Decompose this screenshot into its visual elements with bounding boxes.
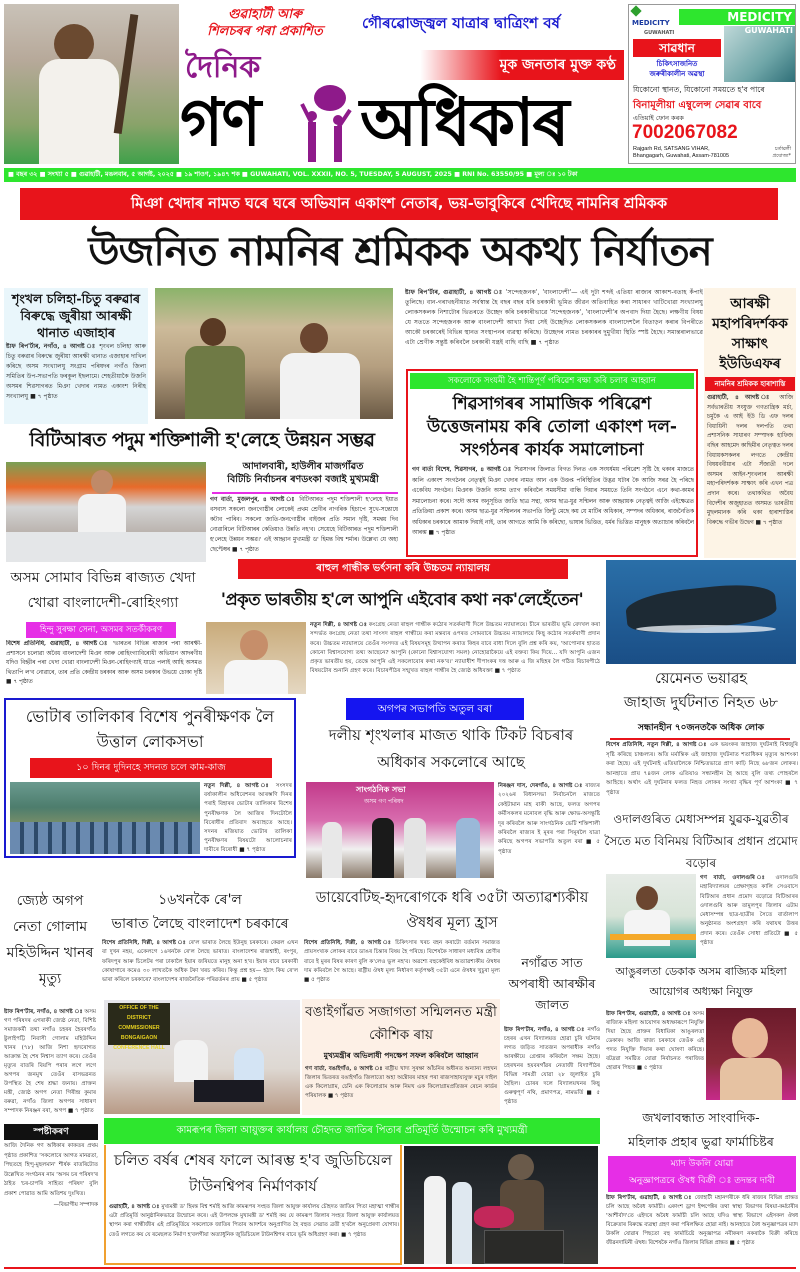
story-angurlata-body: ষ্টাফ ৰিপ'ৰ্টাৰ, গুৱাহাটী, ৪ আগষ্ট ঃ অসম ৰাজ্যিক মহিলা আয়োগৰ অধ্যক্ষাৰূপে নিযুক্তি দিয়া হৈছে প্ৰাক্তন বিধায়িকা আঙুৰলতা ডেকাক। আজি ৰাজ্য চৰকাৰে তেওঁক এই পদত নিযুক্তি দিয়াৰ কথা ঘোষণা কৰিছে। বটদ্ৰৱা সমষ্টিত যোৱা নিৰ্বাচনত পৰাজিত হোৱাৰ পিছত ■ ৫ পৃষ্ঠাত <box>606 1011 704 1071</box>
story-odalguri-headline[interactable]: ওদালগুৰিত মেধাসম্পন্ন যুৱক-যুৱতীৰ সৈতে মত বিনিময় বিটিআৰ প্ৰধান প্ৰমোদ বড়োৰ <box>604 812 798 870</box>
story-rahul-kicker: ৰাহুল গান্ধীক ভৰ্ৎসনা কৰি উচ্চতম ন্যায়ালয় <box>238 559 568 579</box>
warning-label: সাৱধান <box>633 39 721 57</box>
story-rail-headline[interactable]: ১৬খনকৈ ৰে'ল ভাৰাত লৈছে বাংলাদেশ চৰকাৰে <box>111 892 289 932</box>
free-ambulance-text: বিনামূলীয়া এম্বুলেন্স সেৱাৰ বাবে <box>633 100 762 111</box>
story-angurlata-photo <box>706 1008 796 1100</box>
story-agp-photo-banner: সাংগঠনিক সভা <box>356 785 406 794</box>
story-diabetes-body: বিশেষ প্ৰতিনিধি, দিল্লী, ৪ আগষ্ট ঃ চিকিৎসাৰ খৰচ বহন কৰাটো বৰ্তমান সমাজত প্ৰায়সংখ্যক লোকৰ বাবে ডাঙৰ চিন্তাৰ বিষয় হৈ পৰিছে। বিশেষকৈ সাধাৰণ মধ্যবিত্ত শ্ৰেণীৰ বাবে ই মুৰৰ বিষৰ কাৰণ বুলি ক'লেও ভুল নহ'ব। অৱশ্যে বহুকেইবিধ অত্যাৱশ্যকীয় ঔষধৰ দাম কমিবলৈ গৈ আছে। ৰাষ্ট্ৰীয় ঔষধ মূল্য নিৰ্ধাৰণ কৰ্তৃপক্ষই ৩৫টা এনে ঔষধৰ খুচুৰা মূল্য ■ ৫ পৃষ্ঠাত <box>304 940 500 984</box>
edition-note-line1: গুৱাহাটী আৰু <box>228 7 302 22</box>
story-sivasagar-kicker: সকলোকে সংযমী হৈ শান্তিপূৰ্ণ পৰিৱেশ ৰক্ষা কৰি চলাৰ আহ্বান <box>410 373 694 389</box>
story-rahul-headline[interactable]: 'প্ৰকৃত ভাৰতীয় হ'লে আপুনি এইবোৰ কথা নক'লেহেঁতেন' <box>220 590 584 609</box>
story-rohingya-headline[interactable]: অসম সোমাব বিভিন্ন ৰাজ্যত খেদা খোৱা বাংলাদেশী-ৰোহিংগ্যা <box>10 570 196 611</box>
emergency-text: চিকিৎসাজনিত জৰুৰীকালীন অৱস্থা <box>649 60 705 78</box>
anniversary-banner: গৌৰৱোজ্জ্বল যাত্ৰাৰ দ্বাত্ৰিংশ বৰ্ষ <box>362 14 560 32</box>
story-judicial <box>104 1145 402 1265</box>
lead-kicker: মিঞা খেদাৰ নামত ঘৰে ঘৰে অভিযান একাংশ নেতাৰ, ভয়-ভাবুকিৰে খেদিছে নামনিৰ শ্ৰমিকক <box>20 188 778 220</box>
masthead-title-right: অধিকাৰ <box>360 84 568 161</box>
story-judicial-kicker: কামৰূপৰ জিলা আয়ুক্তৰ কাৰ্যালয় চৌহদত জাতিৰ পিতাৰ প্ৰতিমূৰ্তি উন্মোচন কৰি মুখ্যমন্ত্ৰী <box>104 1118 600 1144</box>
story-bongaigaon-headline[interactable]: বঙাইগাঁৱত সজাগতা সন্মিলনত মন্ত্ৰী কৌশিক ৰায় <box>305 1004 497 1043</box>
medicity-logo: MEDICITY GUWAHATI <box>632 7 678 31</box>
story-clarification <box>4 1124 98 1266</box>
story-chitu-headline[interactable]: শৃংখল চলিহা-চিতু বৰুৱাৰ বিৰুদ্ধে জুৰীয়া আৰক্ষী থানাত এজাহাৰ <box>11 291 141 340</box>
story-agp-body: নিৰঞ্জন দাস, দেৰগাঁও, ৪ আগষ্ট ঃ ৰাজ্যৰ ২০২৬ৰ বিধানসভা নিৰ্বাচনলৈ মাজতে কেইটামান মাহ বাকী আছে, ফলত অগপৰ কৰ্মীসকলৰ মনোবল বৃদ্ধি আৰু ক্ষোভ-অসন্তুষ্টি দূৰ কৰিবলৈ আৰু সাংগঠনিক ভেটি শক্তিশালী কৰিবলৈ ৰাজ্যৰ ই মূৰৰ পৰা সিমূৰলৈ যাত্ৰা কৰিছে অগপৰ সভাপতি অতুল বৰা ■ ৫ পৃষ্ঠাত <box>498 783 600 855</box>
story-btr-photo <box>6 462 206 562</box>
story-golam-body: ষ্টাফ ৰিপ'ৰ্টাৰ, নগাঁও, ৪ আগষ্ট ঃ অসম গণ পৰিষদৰ এগৰাকী জ্যেষ্ঠ নেতা, বিশিষ্ট সমাজকৰ্মী তথা নগাঁও চহৰৰ হৈবৰগাঁও ষ্টুলাইপট্টি নিবাসী গোলাম মহিউদ্দিন খানৰ (৭৮) আজি নিশা হৃদৰোগত আক্ৰান্ত হৈ শেষ নিশ্বাস ত্যাগ কৰে। তেওঁৰ মৃত্যুৰ বাতৰি বিয়পি পৰাৰ লগে লগে অগপৰ জনমুখ তেওঁৰ বাসভৱনত উপস্থিত হৈ শেষ শ্ৰদ্ধা জনায়। প্ৰাক্তন মন্ত্ৰী, জ্যেষ্ঠ অগপ নেতা গিৰীন্দ্ৰ কুমাৰ বৰুৱা, নগাঁও জিলা অগপৰ সাধাৰণ সম্পাদক নিৰঞ্জন বৰা, অগপ ■ ৭ পৃষ্ঠাত <box>4 1009 96 1114</box>
lead-headline[interactable]: উজনিত নামনিৰ শ্ৰমিকক অকথ্য নিৰ্যাতন <box>88 229 712 275</box>
story-yemen-subhead: সন্ধানহীন ৭০জনতকৈ অধিক লোক <box>637 723 765 733</box>
edition-note <box>185 6 345 50</box>
edition-note-line2: শিলচৰৰ পৰা প্ৰকাশিত <box>207 24 323 39</box>
story-odalguri-body: গণ বাৰ্তা, ওদালগুৰি ঃ ওদালগুৰি মহাবিদ্যালয়ৰ প্ৰেক্ষাগৃহত কালি সেওবাসে বিটিআৰ প্ৰধান প্ৰমোদ বড়োৱে বিটিআৰৰ ওদালগুৰি আৰু তামুলপুৰ জিলাৰ এটাম মেধাসম্পন্ন ছাত্ৰ-ছাত্ৰীৰ সৈতে বাৰ্তালাপ অনুষ্ঠানত অংশগ্ৰহণ কৰি যথাযথ উত্তৰ প্ৰদান কৰে। তেওঁক সোধা প্ৰতিটো ■ ৫ পৃষ্ঠাত <box>700 875 798 947</box>
story-bongaigaon-photo <box>104 1000 300 1114</box>
story-clarification-signature: —বিভাগীয় সম্পাদক <box>53 1201 98 1208</box>
story-yemen-headline[interactable]: য়েমেনত ভয়াৱহ জাহাজ দুৰ্ঘটনাত নিহত ৬৮ <box>623 671 779 711</box>
story-igp <box>704 288 796 558</box>
story-voter-headline[interactable]: ভোটাৰ তালিকাৰ বিশেষ পুনৰীক্ষণক লৈ উত্তাল লোকসভা <box>25 707 275 751</box>
story-bongaigaon-body: গণ বাৰ্তা, বঙাইগাঁও, ৪ আগষ্ট ঃ ৰাষ্ট্ৰীয় খাদ্য সুৰক্ষা আঁচনিৰ অধীনত অন্যান্য লহখন জিলাৰ ভিতৰত বঙাইগাঁও জিলাতো অহা অক্টোবৰ মাহৰ পৰা ৰাজসাহায্যযুক্ত মচুৰ দাইল এক কিলোগ্ৰাম, চেনি এক কিলোগ্ৰাম আৰু নিমখ এক কিলোগ্ৰামপ্ৰতিজন ৰেচন কাৰ্ডৰ পৰিয়ালক ■ ৭ পৃষ্ঠাত <box>305 1066 497 1099</box>
masthead-title <box>180 80 628 166</box>
story-voter-label: ১০ দিনৰ দুদিনহে সদনত চলে কাম-কাজ <box>30 758 272 778</box>
medicity-logo-icon <box>630 5 641 16</box>
story-odalguri-photo <box>606 874 696 958</box>
story-igp-headline[interactable]: আৰক্ষী মহাপৰিদৰ্শকক সাক্ষাৎ ইউডিএফৰ <box>712 296 788 372</box>
masthead-prefix: দৈনিক <box>185 50 261 85</box>
story-agp-photo-banner2: অসম গণ পৰিষদ <box>364 798 404 805</box>
story-pharmacy-label: ম্যাদ উকলি যোৱা অনুজ্ঞাপত্ৰৰে ঔষধ বিক্ৰী ঃ তদন্তৰ দাবী <box>608 1156 796 1192</box>
story-voter-body: নতুন দিল্লী, ৪ আগষ্ট ঃ সংসদৰ বৰ্ষাকালীন অধিবেশনৰ আৰম্ভণি দিনৰ পৰাই বিহাৰৰ ভোটাৰ তালিকাৰ বিশেষ পুনৰীক্ষণক লৈ আজিৰ দিনটোলৈ বিৰোধীৰ প্ৰতিবাদ অব্যাহতে আছে। সদনৰ মজিয়াত ভোটাৰ তালিকা পুনৰীক্ষণৰ বিষয়টো আলোচনাৰ দাবীৰে বিৰোধী ■ ৭ পৃষ্ঠাত <box>204 783 292 854</box>
story-yemen-body: বিশেষ প্ৰতিনিধি, নতুন দিল্লী, ৪ আগষ্ট ঃ এক ভয়ংকৰ জাহাজ দুৰ্ঘটনাই বিশ্বজুৰি সৃষ্টি কৰিছে চাঞ্চল্যৰ। অতি মৰ্মান্তিক এই জাহাজ দুৰ্ঘটনাত শতাধিকৰ মৃত্যুৰ আশংকা কৰা হৈছে। এই দুৰ্ঘটনাই এতিয়ালৈকে নিশ্চিতভাৱে প্ৰাণ কাঢ়ি নিছে ৬৮জন লোকৰ। আনহাতে প্ৰায় ৭৪জন লোক এতিয়াও সন্ধানহীন হৈ আছে বুলি তথ্য পোহৰলৈ আহিছে। অৰ্থাৎ এই দুৰ্ঘটনাৰ ফলত নিহত লোকৰ সংখ্যা বৃদ্ধিৰ পূৰ্ণ আশংকা ■ ৭ পৃষ্ঠাত <box>606 742 798 796</box>
call-now-text: এতিয়াই ফোন কৰক <box>633 114 684 122</box>
anytime-text: যিকোনো স্থানত, যিকোনো সময়তে হ'ব পাৰে <box>633 85 765 94</box>
ad-address: Rajgarh Rd, SATSANG VIHAR, Bhangagarh, Guwahati, Assam-781005 <box>633 146 730 159</box>
story-diabetes-headline[interactable]: ডায়েবেটিছ-হৃদৰোগকে ধৰি ৩৫টা অত্যাৱশ্যকীয় ঔষধৰ মূল্য হ্ৰাস <box>315 890 589 931</box>
story-sivasagar <box>406 369 698 557</box>
story-clarification-title: স্পষ্টীকৰণ <box>4 1124 98 1140</box>
story-golam-headline[interactable]: জ্যেষ্ঠ অগপ নেতা গোলাম মহিউদ্দিন খানৰ মৃত্যু <box>6 893 94 987</box>
story-sivasagar-body: গণ বাৰ্তা বিশেষ, শিৱসাগৰ, ৪ আগষ্ট ঃ শিৱসাগৰ জিলাত বিগত দিনত এক সংঘৰ্ষময় পৰিৱেশ সৃষ্টি হৈ থকাৰ মাজতে কালি একাংশ সংগঠনৰ নেতৃত্বই মিঞা খেদাৰ নামত আন এক উত্তপ্ত পৰিস্থিতিৰ উদ্ভৱ ঘটাৰ কৈ আজি সৰৱ হৈ পৰিছে একেবিধ সংগঠন। মিঞাক উজনি অসম ত্যাগ কৰিবলৈ সময়সীমা বান্ধি দিয়াৰ সময়তে তিনি সংগঠনে এনে কথা-কামৰ সমালোচনা কৰে। সদৌ অসম অনুসূচিত জাতি ছাত্ৰ সন্থা, অসম ছাত্ৰ-যুৱ সন্মিলন আৰু আহ্বায়ক নেতৃত্বই আজি এইক্ষেত্ৰত প্ৰতিক্ৰিয়া প্ৰকাশ কৰে। অসম ছাত্ৰ-যুৱ সন্মিলনৰ সভাপতি জিন্টু মেছে কয় যে মাটিৰ অধিকাৰ, সম্পদৰ অধিকাৰ, ৰাজনৈতিক অধিকাৰ চৰকাৰে আমাক দিয়াই নাই, তাৰ আগতে আমি কি কৰিছো, ভাষাৰ ভিত্তিত, ধৰ্মৰ ভিত্তিত মানুহক অত্যাচাৰ কৰিবলৈ আৰম্ভ ■ ৭ পৃষ্ঠাত <box>412 467 694 536</box>
story-btr-subhead: আদালবাৰী, হাউলীৰ মাজগাঁৱত বিটিচি নিৰ্বাচনৰ ৰণডংকা বজাই মুখ্যমন্ত্ৰী <box>227 461 379 485</box>
story-yemen-rule <box>610 738 790 740</box>
lead-body: ষ্টাফ ৰিপ'ৰ্টাৰ, গুৱাহাটী, ৪ আগষ্ট ঃ 'সন্দেহজনক', 'বাংলাদেশী'— এই দুটা শব্দই এতিয়া ৰাজ্যৰ আকাশ-বতাহ কঁপাই তুলিছে। বান-গৰাখহনীয়াত সৰ্বস্বান্ত হৈ বছৰ বছৰ ধৰি চৰকাৰী ভূমিত জীৱন অতিবাহিত কৰা সাধাৰণ খাটিখোৱা সংখ্যালঘু লোকসকলক নিশাটোৰ ভিতৰতে উচ্ছেদ কৰি চৰকাৰীভাৱে 'সন্দেহজনক', 'বাংলাদেশী'ৰ অপবাদ দিয়া হৈছে। লক্ষণীয় বিষয় যে সততে সন্দেহজনক আৰু বাংলাদেশী আখ্যা দিয়া সেই উচ্ছেদিত লোকসকলক বাংলাদেশলৈ বিতাড়ন কৰাৰ বিপৰীতে আকৌ চৰকাৰেই বিভিন্ন স্থানত সংস্থাপনৰ ব্যৱস্থা কৰিছে। উচ্ছেদৰ নামত চৰকাৰৰ দুমুখীয়া স্থিতি স্পষ্ট হৈছে। সমান্তৰালভাৱে এটা শ্ৰেণীক সন্তুষ্ট কৰিবলৈ চৰকাৰী যন্ত্ৰই বাছি বাছি ■ ৭ পৃষ্ঠাত <box>405 289 703 346</box>
story-pharmacy-headline[interactable]: জখলাবন্ধাত সাংবাদিক- মহিলাক প্ৰহাৰ ভুৱা ফাৰ্মাচিষ্টৰ <box>628 1110 774 1149</box>
cricketer-photo <box>4 4 179 164</box>
story-rahul-body: নতুন দিল্লী, ৪ আগষ্ট ঃ কংগ্ৰেছ নেতা ৰাহুল গান্ধীক কঠোৰ সতৰ্কবাণী দিলে উচ্চতম ন্যায়ালয়ে। চীনে ভাৰতীয় ভূমি বেদখল কৰা সন্দৰ্ভত কংগ্ৰেছ নেতা তথা সাংসদ ৰাহুল গান্ধীয়ে কৰা মন্তব্যৰ ওপৰত সোমবাৰে উচ্চতম ন্যায়ালয়ে কিছু কঠোৰ সতৰ্কবাণী প্ৰদান কৰে। উচ্চতম ন্যায়ালয়ে তেওঁৰ সংসদত এই বিষয়সমূহ উত্থাপন কৰাত কিহৰ বাবে বাধা দিলে বুলি প্ৰশ্ন কৰি কয়, 'আপোনাৰ হাতত কোনো বিশ্বাসযোগ্য তথ্য আছেনে? আপুনি (কোনো বিশ্বাসযোগ্য সমল) নোহোৱাকৈয়ে এই বক্তব্য কিয় দিয়ে... যদি আপুনি এজন প্ৰকৃত ভাৰতীয় হয়, তেন্তে আপুনি এই সকলোবোৰ কথা নক'ব।' ন্যায়াধীশ দীপাংকৰ দত্ত আৰু এ জি মছিহৰ লৈ গঠিত বিচাৰপীঠে বিষয়টোৰ শুনানি গ্ৰহণ কৰে। বিচাৰপীঠৰ সন্মুখত ৰাহুল গান্ধীৰ হৈ জ্যেষ্ঠ অধিবক্তা ■ ৭ পৃষ্ঠাত <box>310 622 600 675</box>
story-chitu <box>4 288 148 424</box>
story-sivasagar-headline[interactable]: শিৱসাগৰৰ সামাজিক পৰিৱেশ উত্তেজনাময় কৰি তোলা একাংশ দল-সংগঠনৰ কাৰ্যক সমালোচনা <box>427 394 677 460</box>
story-judicial-body: গুৱাহাটী, ৪ আগষ্ট ঃ মুখ্যমন্ত্ৰী ড' হিমন্ত বিশ্ব শৰ্মাই আজি কামৰূপৰ সংহত জিলা আয়ুক্ত কাৰ্যালয় চৌহদত জাতিৰ পিতা মহাত্মা গান্ধীৰ এটা প্ৰতিমূৰ্তি আনুষ্ঠানিকভাৱে উন্মোচন কৰে। এই উপলক্ষে মুখ্যমন্ত্ৰী ড' শৰ্মাই কয় যে কামৰূপ জিলাৰ সংহত জিলা আয়ুক্ত কাৰ্যালয়ত স্থাপন কৰা গান্ধীজীৰ এই প্ৰতিমূৰ্তিয়ে সকলোকে জাতিৰ পিতাৰ আদৰ্শৰে অনুপ্ৰাণিত হৈ বহুত সেৱাত ব্ৰতী হ'বলৈ অনুপ্ৰেৰণা যোগাব। তেওঁ লগতে কয় যে ৰমেছলত নিৰ্মাণ হ'বলগীয়া অত্যাধুনিক জুডিচিয়েল টাউনশ্বিপৰ বাবে ভূমি অধিগ্ৰহণ কৰা। ■ ৭ পৃষ্ঠাত <box>109 1204 399 1238</box>
story-rohingya-body: বিশেষ প্ৰতিনিধি, গুৱাহাটী, ৪ আগষ্ট ঃ 'ভাৰতৰ বিভিন্ন ৰাজ্যৰ পৰা আৰক্ষী-প্ৰশাসনে চলোৱা অবৈধ বাংলাদেশী মিঞা আৰু ৰোহিংগ্যাবিৰোধী অভিযান আদৰণীয় যদিও বিহ্বীৰ পৰা খেদা খোৱা বাংলাদেশী মিঞা-ৰোহিংগ্যাই যাতে পলাই আহি অসমত থিতাপি ল'ব নোৱাৰে, তাৰ প্ৰতি কেন্দ্ৰীয় চৰকাৰ আৰু অসম চৰকাৰ উভয়ে চোকা দৃষ্টি ■ ৭ পৃষ্ঠাত <box>6 641 202 685</box>
dateline-bar: ■ বছৰ ৩২ ■ সংখ্যা ৫ ■ গুৱাহাটী, মঙলবাৰ, ৫ আগষ্ট, ২০২৫ ■ ১৯ শাওণ, ১৯৪৭ শক ■ GUWAHATI, VOL. XXXII, NO. 5, TUESDAY, 5 AUGUST, 2025 ■ RNI No. 63550/95 ■ মূল্য ঃ ১০ টকা <box>4 168 796 182</box>
story-rohingya-label: হিন্দু সুৰক্ষা সেনা, অসমৰ সতৰ্কীকৰণ <box>26 622 176 638</box>
medicity-banner: MEDICITY <box>679 9 795 25</box>
story-igp-label: নামনিৰ শ্ৰমিকক হাৰাশাস্তি <box>705 377 795 391</box>
story-chitu-photo <box>155 288 393 419</box>
story-voter <box>4 698 296 858</box>
story-judicial-headline[interactable]: চলিত বৰ্ষৰ শেষৰ ফালে আৰম্ভ হ'ব জুডিচিয়েল টাউনশ্বিপৰ নিৰ্মাণকাৰ্য <box>113 1151 393 1195</box>
story-pharmacy-body: ষ্টাফ ৰিপ'ৰ্টাৰ, গুৱাহাটী, ৪ আগষ্ট ঃ জোহাটী মহানগৰীকে ধৰি ৰাজ্যৰ বিভিন্ন প্ৰান্তত চলি আছে অবৈধ ফাৰ্মাচী। একাংশ ড্ৰাগ ইন্সপেক্টৰ তথা স্বাস্থ্য বিভাগৰ বিষয়া-কৰ্মচাৰীৰ 'আশীৰ্বাদ'তে এইদৰে অবৈধ ফাৰ্মাচী চলি আছে যদিও স্বাস্থ্য বিভাগে এইসকল ঔষধ বিক্ৰেতাৰ বিৰুদ্ধে ব্যৱস্থা গ্ৰহণ কৰা পৰিলক্ষিত হোৱা নাই। আনহাতে বৈধ অনুজ্ঞাপত্ৰৰ ম্যাদ উকলি যোৱাৰ পিছতো বহু ফাৰ্মাচিষ্টে অনুজ্ঞাপত্ৰ নবীকৰণ নকৰাকৈ বিক্ৰী কৰিছে জীৱনদায়িনী ঔষধ। বিশেষকৈ নগাঁও জিলাৰ বিভিন্ন প্ৰান্তত ■ ৫ পৃষ্ঠাত <box>606 1195 798 1246</box>
story-agp-headline[interactable]: দলীয় শৃংখলাৰ মাজত থাকি টিকট বিচৰাৰ অধিকাৰ সকলোৰে আছে <box>328 726 574 771</box>
story-agp-photo <box>306 782 494 878</box>
story-rail-body: বিশেষ প্ৰতিনিধি, দিল্লী, ৪ আগষ্ট ঃ ৰে'ল ভাৰাত লৈছে ইউনুছ চৰকাৰে। কেৱল এখন বা দুখন নহয়, একেলগে ১৬খনকৈ ৰে'ল লৈছে ভাৰাত। বাংলাদেশৰ ৰাজশ্বাহী, ৰংপুৰ, ফৰিদপুৰ আৰু চিলেটৰ পৰা ঢাকালৈ ইয়াৰ জৰিয়তে মানুহ অনা হ'ব। ইয়াৰ বাবে চৰকাৰী কোষাগাৰে কমেও ৩০ লাখতকৈ অধিক টকা খৰচ কৰিব। কিন্তু প্ৰশ্ন হয়— হঠাৎ কিয় ৰে'ল ভাৰা কৰিলে চৰকাৰে? বাংলাদেশৰ ৰাজনৈতিক পৰিৱৰ্তনৰ প্ৰায় ■ ৫ পৃষ্ঠাত <box>102 940 298 984</box>
hospital-photo: GUWAHATI <box>724 26 795 82</box>
story-nagaon-criminals-body: ষ্টাফ ৰিপ'ৰ্টাৰ, নগাঁও, ৪ আগষ্ট ঃ নগাঁও চহৰৰ এখন বিদ্যালয়ত হোৱা চুৰি ঘটনাৰ লগত জড়িত সাতজন অপৰাধীক নগাঁও আৰক্ষীয়ে গ্ৰেপ্তাৰ কৰিবলৈ সক্ষম হৈছে। চহৰখনৰ হয়বৰগাঁৱৰ নেতাজী বিদ্যাপীঠৰ বিভিন্ন সামগ্ৰী যোৱা ২৮ জুলাইত চুৰি হৈছিল। চোৰৰ দলে বিদ্যালয়খনৰ কিছু গুৰুত্বপূৰ্ণ নথি, প্ৰমাণপত্ৰ, নামভৰ্তি ■ ৫ পৃষ্ঠাত <box>504 1027 600 1105</box>
masthead-title-left: গণ <box>180 84 260 161</box>
story-bongaigaon <box>302 999 500 1115</box>
story-igp-body: গুৱাহাটী, ৪ আগষ্ট ঃ আজি সৰ্বভাৰতীয় সংযুক্ত গণতান্ত্ৰিক মৰ্চা, চমুকৈ এ আই ইউ ডি এফ দলৰ বিধায়িনী দলৰ দলপতি তথা প্ৰশাসনিক সাধাৰণ সম্পাদক হাফিজ বছিৰ আহমেদ কাছিমীৰ নেতৃত্বত দলৰ বিধায়কসকলৰ লগতে কেন্দ্ৰীয় বিষয়ববীয়াৰ এটা সঁজাতী দলে অসমৰ আইন-শৃংখলাৰ আৰক্ষী মহাপৰিদৰ্শকক সাক্ষাৎ কৰি এখন পত্ৰ প্ৰদান কৰে। তথাকথিত অবৈধ বিদেশীৰ অজুহাতত অসমত ভাৰতীয় মুছলমানক কৰি থকা হাৰাশাস্তিৰ বিৰুদ্ধে গভীৰ উদ্বেগ ■ ৭ পৃষ্ঠাত <box>707 395 793 526</box>
story-btr-headline[interactable]: বিটিআৰত পদুম শক্তিশালী হ'লেহে উন্নয়ন সম্ভৱ <box>29 429 375 451</box>
story-rahul-photo <box>206 622 306 694</box>
story-btr-rule <box>212 492 398 494</box>
story-bongaigaon-subhead: মুখ্যমন্ত্ৰীৰ অভিলাষী পদক্ষেপ সফল কৰিবলৈ আহ্বান <box>323 1051 479 1060</box>
phone-number[interactable]: 7002067082 <box>632 122 738 143</box>
story-nagaon-criminals-headline[interactable]: নগাঁৱত সাত অপৰাধী আৰক্ষীৰ জালত <box>508 955 596 1012</box>
story-judicial-photo <box>404 1146 598 1264</box>
office-sign: OFFICE OF THE DISTRICT COMMISSIONER BONGAIGAON CONFERENCE HALL <box>108 1003 170 1045</box>
medicity-ad[interactable] <box>628 4 796 164</box>
story-agp-kicker: অগপৰ সভাপতি অতুল বৰা <box>346 698 524 720</box>
story-chitu-body: ষ্টাফ ৰিপ'ৰ্টাৰ, নগাঁও, ৪ আগষ্ট ঃ শৃংখল চলিহা আৰু চিতু বৰুৱাৰ বিৰুদ্ধে জুৰীয়া আৰক্ষী থানাত এজাহাৰ দাখিল কৰিছে অসম সংখ্যালঘু সংগ্ৰাম পৰিষদৰ নগাঁও জিলা সমিতিৰ উপ-সভাপতি ফৰকুল ইছলামে। শেহতীয়াকৈ উজনি অসমৰ শিৱসাগৰত মিঞা খেদাৰ নামত একাংশ নিৰীহ সংখ্যালঘু ■ ৭ পৃষ্ঠাত <box>6 343 146 400</box>
ad-terms-note: চৰ্তাৱলী প্ৰযোজ্য* <box>772 146 791 159</box>
story-btr-body: গণ বাৰ্তা, মুজলপুৰ, ৪ আগষ্ট ঃ বিটিআৰত পদুম শক্তিশালী হ'লেহে ইয়াত বসবাস সকলো জনগোষ্ঠীৰ লোকেই প্ৰথম শ্ৰেণীৰ নাগৰিক হিচাপে সুখে-সন্তোষে কটাব পাৰিব। সকলো জাতি-জনগোষ্ঠীৰ বাইজৰ প্ৰতি সমান দৃষ্টি, সমন্বয় দিব নোৱাৰিলে বিটিআৰৰ কেতিয়াও উন্নতি নহ'ব। সেয়েহে বিটিআৰত পদুম শক্তিশালী হ'লেহে উন্নয়ন সম্ভৱ।' এই আহ্বান মুখ্যমন্ত্ৰী ড' হিমন্ত বিশ্ব শৰ্মাৰ। উল্লেখ্য যে অহা ছেপ্টেম্বৰ ■ ৭ পৃষ্ঠাত <box>210 497 398 553</box>
page-bottom-rule <box>4 1267 796 1269</box>
tagline-bar <box>420 50 624 80</box>
story-yemen-photo <box>606 560 796 664</box>
story-voter-photo <box>10 782 200 854</box>
tagline: মূক জনতাৰ মুক্ত কণ্ঠ <box>499 57 616 73</box>
people-logo-icon <box>298 84 358 164</box>
story-clarification-body: আজি দৈনিক গণ অধিকাৰ কাকতৰ প্ৰথম পৃষ্ঠাত প্ৰকাশিত 'সকলোৰে আগত মানৱতা, পিছতহে হিন্দু-মুছলমান' শীৰ্ষক বাতৰিটোত উল্লেখিত সংগঠনৰ নাম 'অসম চৰ পৰিষদ'ৰ ঠাইত 'চৰ-চাপৰি সাহিত্য পৰিষদ' বুলি প্ৰকাশ পোৱাত আমি অতিশয় দুঃখিত। <box>4 1143 98 1197</box>
story-angurlata-headline[interactable]: আঙুৰলতা ডেকাক অসম ৰাজ্যিক মহিলা আয়োগৰ অধ্যক্ষা নিযুক্ত <box>615 965 787 998</box>
